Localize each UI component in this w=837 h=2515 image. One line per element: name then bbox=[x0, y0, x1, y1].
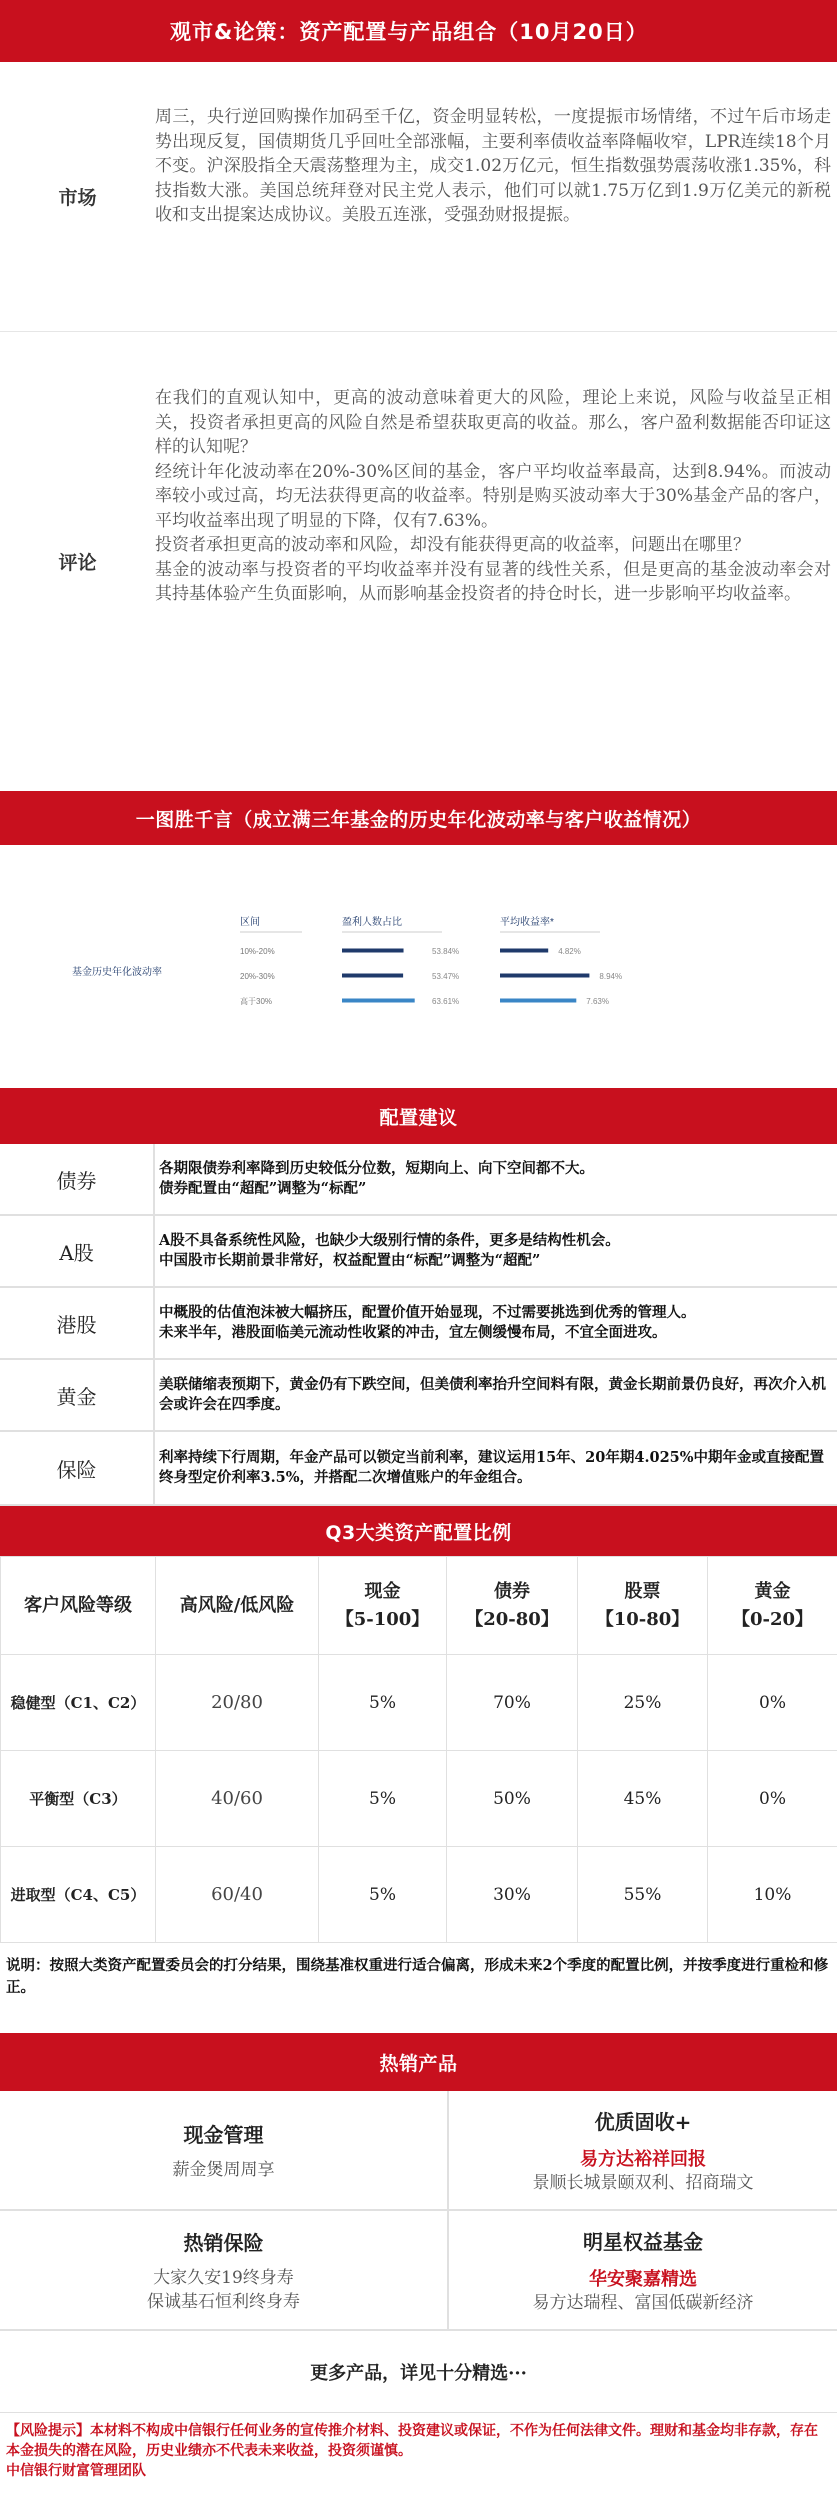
advice-text bbox=[155, 1432, 837, 1504]
column-header-range: 【10-80】 bbox=[595, 1608, 690, 1630]
page-title-bar bbox=[0, 0, 837, 62]
bond-cell: 70% bbox=[447, 1655, 578, 1751]
chart-bar-avg-return bbox=[500, 949, 548, 953]
chart-column-header: 区间 bbox=[240, 917, 260, 928]
comment-paragraph: 在我们的直观认知中，更高的波动意味着更大的风险，理论上来说，风险与收益呈正相关，投资者承担更高的风险自然是希望获取更高的收益。那么，客户盈利数据能否印证这样的认知呢？ bbox=[155, 388, 831, 457]
product-highlight: 易方达裕祥回报 bbox=[580, 2148, 706, 2170]
product-title: 优质固收+ bbox=[594, 2109, 692, 2134]
advice-row-insurance bbox=[0, 1432, 837, 1504]
stock-cell: 55% bbox=[578, 1847, 708, 1943]
table-row bbox=[1, 1847, 837, 1943]
product-cash-management[interactable] bbox=[0, 2091, 449, 2211]
chart-data-label: 53.84% bbox=[432, 947, 460, 956]
stock-cell: 25% bbox=[578, 1655, 708, 1751]
product-star-equity-fund[interactable] bbox=[449, 2211, 837, 2331]
column-header-range: 【5-100】 bbox=[335, 1608, 430, 1630]
advice-line: 美联储缩表预期下，黄金仍有下跌空间，但美债利率抬升空间料有限，黄金长期前景仍良好，再次介入机会或许会在四季度。 bbox=[159, 1376, 826, 1413]
advice-text bbox=[155, 1144, 837, 1214]
page-title: 观市&论策：资产配置与产品组合（10月20日） bbox=[170, 20, 648, 44]
chart-column-header: 盈利人数占比 bbox=[342, 917, 402, 928]
cash-cell: 5% bbox=[319, 1847, 447, 1943]
advice-line: 债券配置由“超配”调整为“标配” bbox=[159, 1180, 367, 1197]
column-header-label: 黄金 bbox=[754, 1580, 791, 1602]
risk-notice-text: 【风险提示】本材料不构成中信银行任何业务的宣传推介材料、投资建议或保证，不作为任何法律文件。理财和基金均非存款，存在本金损失的潜在风险，历史业绩亦不代表未来收益，投资须谨慎。 bbox=[6, 2423, 818, 2459]
table-row bbox=[1, 1751, 837, 1847]
chart-bar-avg-return bbox=[500, 974, 589, 978]
advice-line: 利率持续下行周期，年金产品可以锁定当前利率，建议运用15年、20年期4.025%中期年金或直接配置终身型定价利率3.5%，并搭配二次增值账户的年金组合。 bbox=[159, 1449, 825, 1486]
chart-bar-profit-ratio bbox=[342, 949, 404, 953]
more-products-link[interactable]: 更多产品，详见十分精选··· bbox=[0, 2331, 837, 2413]
advice-title: 配置建议 bbox=[379, 1106, 458, 1129]
advice-text bbox=[155, 1216, 837, 1286]
product-sub: 保诚基石恒利终身寿 bbox=[147, 2291, 300, 2312]
bond-cell: 30% bbox=[447, 1847, 578, 1943]
bond-cell: 50% bbox=[447, 1751, 578, 1847]
risk-ratio-cell: 20/80 bbox=[156, 1655, 319, 1751]
column-header-label: 现金 bbox=[364, 1580, 401, 1602]
risk-notice-sign: 中信银行财富管理团队 bbox=[6, 2463, 146, 2479]
advice-row-gold bbox=[0, 1360, 837, 1432]
allocation-table bbox=[0, 1556, 837, 1943]
product-sub: 大家久安19终身寿 bbox=[153, 2267, 294, 2288]
advice-label: 黄金 bbox=[0, 1360, 155, 1430]
chart-category-label: 10%-20% bbox=[240, 947, 275, 956]
advice-line: 各期限债券利率降到历史较低分位数，短期向上、向下空间都不大。 bbox=[159, 1160, 594, 1177]
chart-data-label: 63.61% bbox=[432, 997, 460, 1006]
advice-row-a-share bbox=[0, 1216, 837, 1288]
chart-category-label: 20%-30% bbox=[240, 972, 275, 981]
risk-notice bbox=[0, 2413, 837, 2481]
cash-cell: 5% bbox=[319, 1751, 447, 1847]
cash-cell: 5% bbox=[319, 1655, 447, 1751]
chart-section-title: 一图胜千言（成立满三年基金的历史年化波动率与客户收益情况） bbox=[135, 808, 702, 831]
product-title: 明星权益基金 bbox=[583, 2229, 703, 2254]
column-header-range: 【0-20】 bbox=[731, 1608, 814, 1630]
risk-level-cell: 平衡型（C3） bbox=[1, 1751, 156, 1847]
column-header bbox=[447, 1557, 578, 1655]
advice-text bbox=[155, 1360, 837, 1430]
market-text bbox=[155, 62, 837, 331]
risk-ratio-cell: 60/40 bbox=[156, 1847, 319, 1943]
market-paragraph: 周三，央行逆回购操作加码至千亿，资金明显转松，一度提振市场情绪，不过午后市场走势出现反复，国债期货几乎回吐全部涨幅，主要利率债收益率降幅收窄，LPR连续18个月不变。沪深股指全天震荡整理为主，成交1.02万亿元，恒生指数强势震荡收涨1.35%，科技指数大涨。美国总统拜登对民主党人表示，他们可以就1.75万亿到1.9万亿美元的新税收和支出提案达成协议。美股五连涨，受强劲财报提振。 bbox=[155, 107, 831, 225]
chart-row-label: 基金历史年化波动率 bbox=[72, 967, 162, 978]
table-header-row bbox=[1, 1557, 837, 1655]
advice-label: 港股 bbox=[0, 1288, 155, 1358]
market-label: 市场 bbox=[58, 187, 97, 209]
table-row bbox=[1, 1655, 837, 1751]
risk-level-cell: 稳健型（C1、C2） bbox=[1, 1655, 156, 1751]
advice-title-bar bbox=[0, 1088, 837, 1144]
products-title-bar bbox=[0, 2033, 837, 2091]
chart-area bbox=[0, 845, 837, 1088]
comment-section bbox=[0, 332, 837, 791]
advice-text bbox=[155, 1288, 837, 1358]
chart-data-label: 53.47% bbox=[432, 972, 460, 981]
advice-row-hk-share bbox=[0, 1288, 837, 1360]
column-header-range: 【20-80】 bbox=[465, 1608, 559, 1630]
risk-ratio-cell: 40/60 bbox=[156, 1751, 319, 1847]
chart-bar-avg-return bbox=[500, 999, 576, 1003]
comment-paragraph: 基金的波动率与投资者的平均收益率并没有显著的线性关系，但是更高的基金波动率会对其持基体验产生负面影响，从而影响基金投资者的持仓时长，进一步影响平均收益率。 bbox=[155, 559, 831, 604]
risk-level-cell: 进取型（C4、C5） bbox=[1, 1847, 156, 1943]
comment-label: 评论 bbox=[58, 552, 97, 574]
chart-data-label: 4.82% bbox=[558, 947, 581, 956]
product-sub: 薪金煲周周享 bbox=[172, 2159, 275, 2180]
stock-cell: 45% bbox=[578, 1751, 708, 1847]
column-header bbox=[1, 1557, 156, 1655]
chart-bar-profit-ratio bbox=[342, 999, 415, 1003]
advice-line: 中概股的估值泡沫被大幅挤压，配置价值开始显现，不过需要挑选到优秀的管理人。 bbox=[159, 1304, 696, 1321]
product-title: 现金管理 bbox=[183, 2122, 264, 2147]
product-hot-insurance[interactable] bbox=[0, 2211, 449, 2331]
column-header bbox=[708, 1557, 837, 1655]
comment-paragraph: 经统计年化波动率在20%-30%区间的基金，客户平均收益率最高，达到8.94%。而波动率较小或过高，均无法获得更高的收益率。特别是购买波动率大于30%基金产品的客户，平均收益率出现了明显的下降，仅有7.63%。 bbox=[155, 461, 831, 531]
products-title: 热销产品 bbox=[379, 2052, 458, 2075]
products-grid bbox=[0, 2091, 837, 2331]
gold-cell: 10% bbox=[708, 1847, 837, 1943]
column-header bbox=[319, 1557, 447, 1655]
advice-line: A股不具备系统性风险，也缺少大级别行情的条件，更多是结构性机会。 bbox=[159, 1232, 620, 1249]
advice-row-bond bbox=[0, 1144, 837, 1216]
column-header-label: 股票 bbox=[624, 1580, 661, 1602]
product-title: 热销保险 bbox=[183, 2230, 264, 2255]
column-header-label: 债券 bbox=[494, 1580, 530, 1602]
allocation-title-bar bbox=[0, 1506, 837, 1556]
market-section bbox=[0, 62, 837, 332]
product-sub: 易方达瑞程、富国低碳新经济 bbox=[532, 2292, 754, 2313]
column-header bbox=[156, 1557, 319, 1655]
advice-table bbox=[0, 1144, 837, 1506]
advice-line: 中国股市长期前景非常好，权益配置由“标配”调整为“超配” bbox=[159, 1252, 541, 1269]
advice-label: 保险 bbox=[0, 1432, 155, 1504]
allocation-title: Q3大类资产配置比例 bbox=[325, 1521, 512, 1544]
advice-label: A股 bbox=[0, 1216, 155, 1286]
chart-category-label: 高于30% bbox=[240, 997, 273, 1006]
advice-label: 债券 bbox=[0, 1144, 155, 1214]
chart-bar-profit-ratio bbox=[342, 974, 403, 978]
allocation-note: 说明：按照大类资产配置委员会的打分结果，围绕基准权重进行适合偏离，形成未来2个季度的配置比例，并按季度进行重检和修正。 bbox=[6, 1957, 829, 1996]
gold-cell: 0% bbox=[708, 1655, 837, 1751]
column-header bbox=[578, 1557, 708, 1655]
comment-text bbox=[155, 332, 837, 791]
gold-cell: 0% bbox=[708, 1751, 837, 1847]
column-header-label: 客户风险等级 bbox=[24, 1594, 132, 1616]
product-sub: 景顺长城景颐双利、招商瑞文 bbox=[532, 2172, 754, 2193]
advice-line: 未来半年，港股面临美元流动性收紧的冲击，宜左侧缓慢布局，不宜全面进攻。 bbox=[159, 1324, 667, 1341]
product-highlight: 华安聚嘉精选 bbox=[589, 2268, 697, 2290]
chart-section-title-bar bbox=[0, 791, 837, 845]
comment-paragraph: 投资者承担更高的波动率和风险，却没有能获得更高的收益率，问题出在哪里？ bbox=[155, 535, 750, 555]
chart-data-label: 7.63% bbox=[586, 997, 609, 1006]
column-header-label: 高风险/低风险 bbox=[179, 1594, 295, 1616]
volatility-chart bbox=[60, 905, 680, 1035]
chart-data-label: 8.94% bbox=[599, 972, 623, 981]
product-fixed-income-plus[interactable] bbox=[449, 2091, 837, 2211]
chart-column-header: 平均收益率* bbox=[500, 917, 554, 928]
